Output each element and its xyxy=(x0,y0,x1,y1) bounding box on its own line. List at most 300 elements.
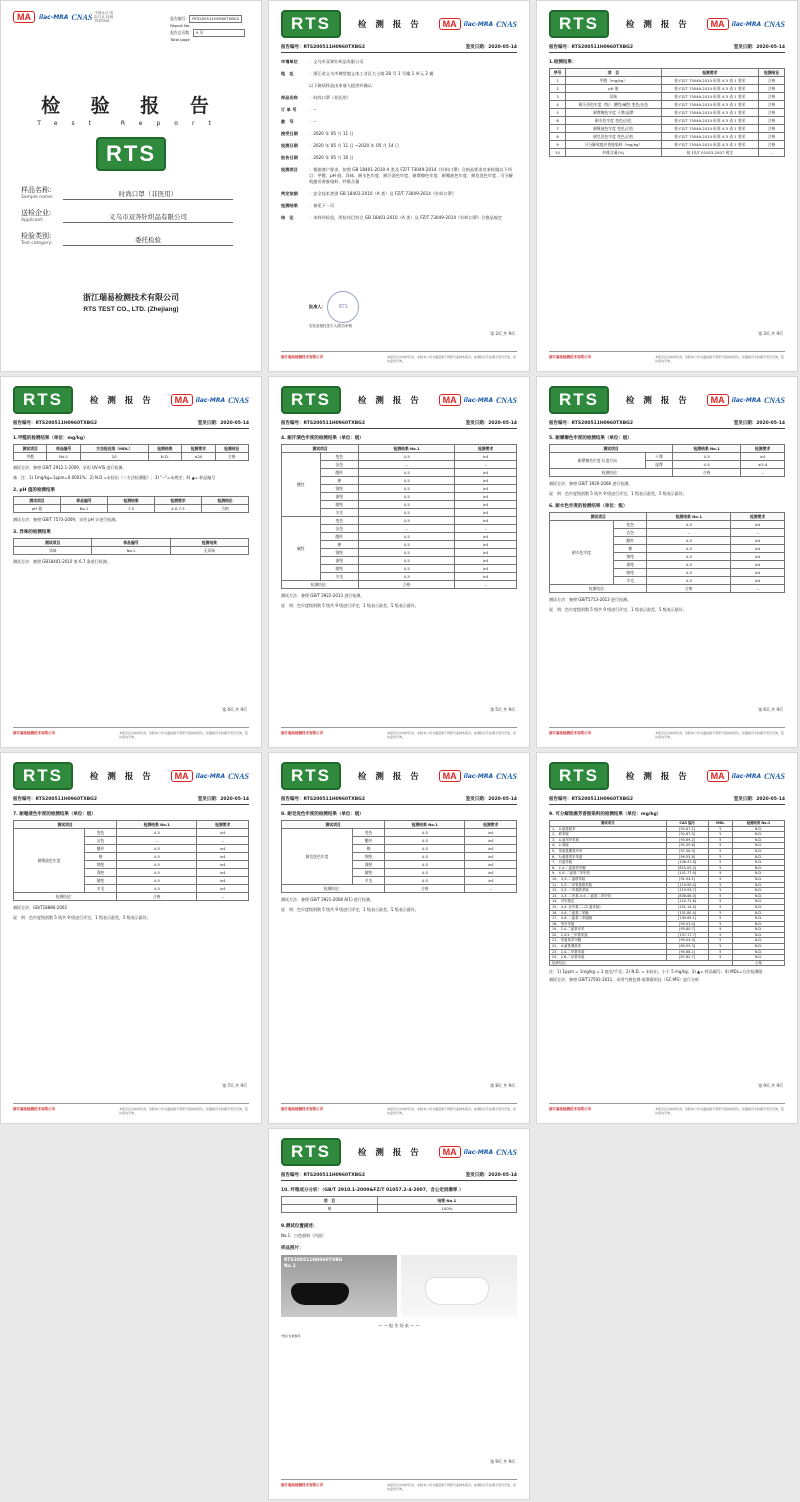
ilac-logo-icon: ilac-MRA xyxy=(463,396,494,404)
group-label-cell: 耐唾液色牢度 xyxy=(14,829,85,893)
ma-logo-icon: MA xyxy=(439,1146,461,1158)
page-footer xyxy=(549,1103,785,1115)
table-cell: 16、 4,4'-二氨基二苯醚 xyxy=(550,910,667,916)
table-cell: 耐唾液色牢度 变色/沾色 xyxy=(566,125,661,133)
table-cell: 按 FZ/T 73049-2014 标准 4.3 表 1 要求 xyxy=(661,77,759,85)
cnas-logo-icon: CNAS xyxy=(71,12,93,22)
table-row xyxy=(550,125,785,133)
issue-date: 签发日期：2020-05-14 xyxy=(733,421,785,426)
accreditation-logos xyxy=(439,18,517,30)
verdict-row xyxy=(550,469,785,477)
info-value: ：-- xyxy=(309,107,317,112)
table-cell: 检测结论： xyxy=(282,581,359,589)
info-row xyxy=(281,191,517,197)
ilac-logo-icon: ilac-MRA xyxy=(463,772,494,780)
table-cell: 沾色 xyxy=(320,461,359,469)
table-row xyxy=(14,453,249,461)
accreditation-logos xyxy=(707,18,785,30)
approver-label: 批准人： xyxy=(309,304,326,309)
table-cell: 合格 xyxy=(385,885,465,893)
page-number: 第 4页 共 9页 xyxy=(222,707,247,712)
table-cell: 合格 xyxy=(759,125,785,133)
table-cell: 5 xyxy=(708,949,732,955)
page-number: 第 2页 共 9页 xyxy=(490,331,515,336)
table-cell: 4-5 xyxy=(359,453,455,461)
table-cell: ≥4 xyxy=(197,845,249,853)
table-cell: 5 xyxy=(708,910,732,916)
table-cell: 按 FZ/T 73049-2014 标准 4.3 表 1 要求 xyxy=(661,117,759,125)
table-cell: ≥4 xyxy=(455,453,517,461)
table-cell: 涤纶 xyxy=(320,493,359,501)
ilac-logo-icon: ilac-MRA xyxy=(463,1148,494,1156)
page-number: 第 9页 共 9页 xyxy=(758,1083,783,1088)
table-cell: [139-65-1] xyxy=(666,916,708,922)
table-cell: 异味 xyxy=(566,93,661,101)
table-cell: N.D. xyxy=(732,854,784,860)
table-header-cell: MDL xyxy=(708,821,732,827)
verdict-row xyxy=(14,893,249,901)
table-header-cell: 检测要求 xyxy=(182,445,215,453)
table-cell: 5 xyxy=(708,882,732,888)
table-cell: 合格 xyxy=(759,101,785,109)
formaldehyde-table xyxy=(13,444,249,461)
section-rubbing: 5. 耐摩擦色牢度的检测结果（单位：级） xyxy=(549,436,632,441)
table-cell: 涤纶 xyxy=(613,561,647,569)
explanation: 说 明：色牢度级别数 5 级共 9 级进行评定，1 级表示最差，5 级表示最好。 xyxy=(281,603,419,608)
table-cell: 检测结论： xyxy=(550,585,647,593)
report-number: 报告编号：RTS200511H0960TXBG2 xyxy=(549,421,633,426)
table-cell: 4-5 xyxy=(385,869,465,877)
footer-company: 浙江瑞易检测技术有限公司 xyxy=(281,1482,323,1487)
info-value: ：时尚口罩（非医用） xyxy=(309,95,351,100)
ma-logo-icon: MA xyxy=(171,394,193,406)
report-title: 检 测 报 告 xyxy=(625,772,690,782)
table-header-row xyxy=(282,821,517,829)
table-cell: 4-5 xyxy=(359,517,455,525)
explanation-rubbing: 说 明：色牢度级别数 5 级共 9 级进行评定，1 级表示最差，5 级表示最好。 xyxy=(549,491,687,496)
info-row xyxy=(281,215,517,221)
accreditation-logos xyxy=(439,1146,517,1158)
ma-logo-icon: MA xyxy=(707,394,729,406)
info-row xyxy=(281,107,517,113)
table-cell: 可分解致癌芳香胺染料（mg/kg） xyxy=(566,141,661,149)
table-cell: 合格 xyxy=(759,93,785,101)
table-cell: ≥4 xyxy=(731,569,785,577)
table-cell: [91-59-8] xyxy=(666,843,708,849)
table-cell: [137-17-7] xyxy=(666,932,708,938)
table-cell: 100% xyxy=(377,1205,516,1213)
table-cell: N.D. xyxy=(732,955,784,961)
page-footer xyxy=(281,1479,517,1491)
page-footer xyxy=(13,1103,249,1115)
table-cell: 4-5 xyxy=(359,541,455,549)
cover-pages-label: 报告总页数： xyxy=(170,30,193,35)
rts-logo-icon: RTS xyxy=(281,762,341,790)
table-cell: 棉 xyxy=(352,845,384,853)
table-cell: 23、 2,4-二甲基苯胺 xyxy=(550,949,667,955)
table-row xyxy=(550,109,785,117)
cover-field-label-en: Test category: xyxy=(21,241,53,246)
info-key xyxy=(281,83,309,89)
table-cell: 22、 4-氨基偶氮苯 xyxy=(550,944,667,950)
table-cell: [120-71-8] xyxy=(666,899,708,905)
rts-logo-icon: RTS xyxy=(13,762,73,790)
meta-line xyxy=(281,1169,517,1181)
table-cell: 4-5 xyxy=(385,853,465,861)
table-row xyxy=(14,547,249,555)
page-header xyxy=(13,387,249,413)
info-row xyxy=(281,167,517,185)
table-cell: -- xyxy=(359,525,455,533)
table-cell: 12、 3,3'-二甲基联苯胺 xyxy=(550,888,667,894)
cnas-logo-icon: CNAS xyxy=(764,19,785,29)
page-number: 第 7页 共 9页 xyxy=(222,1083,247,1088)
table-cell: 耐水色牢度 变色/沾色 xyxy=(566,117,661,125)
issue-date: 签发日期：2020-05-14 xyxy=(465,45,517,50)
table-cell: 5 xyxy=(708,955,732,961)
footer-text: 本报告仅对来样负责，未经本公司书面批准不得部分复制本报告。检测报告无检测专用章无效，报告涂改无效。 xyxy=(119,730,249,739)
method: 测试方法：参照 GB/T 3921-2008 A(1) 进行检测。 xyxy=(281,897,374,902)
accreditation-logos xyxy=(171,770,249,782)
rts-logo-icon: RTS xyxy=(281,10,341,38)
table-cell: 4-5 xyxy=(359,469,455,477)
table-header-cell: 检测结果 No.1 xyxy=(359,445,455,453)
table-cell: 2 xyxy=(550,85,566,93)
table-cell: 锦纶 xyxy=(320,485,359,493)
table-row xyxy=(550,149,785,157)
report-number: 报告编号：RTS200511H0960TXBG2 xyxy=(281,421,365,426)
cnas-logo-icon: CNAS xyxy=(764,395,785,405)
table-cell: [87-62-7] xyxy=(666,955,708,961)
issue-date: 签发日期：2020-05-14 xyxy=(465,797,517,802)
table-cell: ≥4 xyxy=(455,509,517,517)
explanation: 说 明：色牢度级别数 5 级共 9 级进行评定，1 级表示最差，5 级表示最好。 xyxy=(13,915,151,920)
footer-company: 浙江瑞易检测技术有限公司 xyxy=(549,354,591,359)
summary-table xyxy=(549,68,785,157)
report-number: 报告编号：RTS200511H0960TXBG2 xyxy=(281,797,365,802)
table-cell: 按 FZ/T 73049-2014 标准 4.3 表 1 要求 xyxy=(661,133,759,141)
table-cell: 18、 邻甲苯胺 xyxy=(550,921,667,927)
table-cell: 17、 4,4'-二氨基二苯硫醚 xyxy=(550,916,667,922)
info-row xyxy=(281,83,517,89)
table-cell: ≥4 xyxy=(455,557,517,565)
table-cell: 4-5 xyxy=(385,861,465,869)
table-row xyxy=(550,133,785,141)
section-ph: 2. pH 值的检测结果 xyxy=(13,488,55,493)
group-label-cell: 碱性 xyxy=(282,517,321,581)
table-cell: 醋纤 xyxy=(613,537,647,545)
table-cell: 锦纶 xyxy=(84,861,116,869)
table-cell: 合格 xyxy=(202,505,249,513)
table-cell: 4-5 xyxy=(117,885,197,893)
table-cell: 6、 5-硝基邻甲苯胺 xyxy=(550,854,667,860)
table-cell: N.D. xyxy=(732,848,784,854)
sample-photos xyxy=(281,1255,517,1317)
report-title: 检 测 报 告 xyxy=(89,772,154,782)
table-cell: N.D. xyxy=(732,927,784,933)
table-cell: ≥4 xyxy=(741,453,785,461)
sample-title: 9.测试位置描述： xyxy=(281,1224,318,1229)
table-cell: 羊毛 xyxy=(320,509,359,517)
table-header-row xyxy=(550,513,785,521)
table-cell: N.D. xyxy=(732,860,784,866)
table-cell: 24、 2,6-二甲基苯胺 xyxy=(550,955,667,961)
table-cell: 合格 xyxy=(673,469,741,477)
perspiration-table xyxy=(281,444,517,589)
info-key: 接受日期 xyxy=(281,131,298,136)
table-cell: N.D. xyxy=(732,876,784,882)
table-cell: 按 FZ/T 73049-2014 标准 4.3 表 1 要求 xyxy=(661,125,759,133)
table-cell: 涤纶 xyxy=(352,861,384,869)
cover-field-label: 送检企业: xyxy=(21,209,52,217)
table-cell: ≥4 xyxy=(455,477,517,485)
table-cell: ≥4 xyxy=(455,501,517,509)
table-cell: -- xyxy=(455,581,517,589)
ma-logo-icon: MA xyxy=(707,770,729,782)
table-cell: N.D. xyxy=(732,899,784,905)
table-cell: 合格 xyxy=(647,585,731,593)
page-10 xyxy=(268,1128,530,1500)
table-cell: 4-5 xyxy=(359,485,455,493)
table-header-cell: 方法检出限（MDL） xyxy=(80,445,148,453)
table-header-row xyxy=(550,445,785,453)
table-cell: 4-5 xyxy=(359,549,455,557)
table-cell: 19、 2,4-二氨基甲苯 xyxy=(550,927,667,933)
table-cell: 7.5 xyxy=(108,505,155,513)
table-cell: N.D. xyxy=(732,832,784,838)
table-row xyxy=(282,517,517,525)
table-cell: 5、 邻氨基偶氮甲苯 xyxy=(550,848,667,854)
section-odor: 3. 异味的检测结果 xyxy=(13,530,51,535)
footer-company: 浙江瑞易检测技术有限公司 xyxy=(549,1106,591,1111)
footer-company: 浙江瑞易检测技术有限公司 xyxy=(281,354,323,359)
table-cell: 5 xyxy=(708,832,732,838)
page-header xyxy=(281,11,517,37)
saliva-table xyxy=(13,820,249,901)
ilac-logo-icon: ilac-MRA xyxy=(731,772,762,780)
table-cell: 合格 xyxy=(759,77,785,85)
table-cell: ≥4 xyxy=(197,869,249,877)
table-cell: N.D. xyxy=(732,882,784,888)
table-cell: 5 xyxy=(708,916,732,922)
table-cell: ≥4 xyxy=(465,837,517,845)
group-label-cell: 耐皂洗色牢度 xyxy=(282,829,353,885)
cover-field xyxy=(21,208,249,223)
table-cell: ≥4 xyxy=(731,561,785,569)
table-cell: 4.0-7.5 xyxy=(155,505,202,513)
table-cell: 检测结论： xyxy=(550,960,733,966)
report-title: 检 测 报 告 xyxy=(357,1148,422,1158)
table-cell: ≥4 xyxy=(731,577,785,585)
table-cell: ≥4 xyxy=(731,537,785,545)
table-cell: 5 xyxy=(708,938,732,944)
verdict-row xyxy=(282,581,517,589)
notes: 备 注：1) 1mg/kg=1ppm=0.0001%；2) N.D.=未检出（＜方法检测限）；3) "--"=未规定；4) ▲= 样品编号 xyxy=(13,475,216,480)
table-cell: N.D. xyxy=(732,826,784,832)
table-header-cell: 序号 xyxy=(550,69,566,77)
table-cell: ≥3-4 xyxy=(741,461,785,469)
table-cell: 湿摩 xyxy=(645,461,672,469)
table-cell: 10、 3,3'-二氯联苯胺 xyxy=(550,876,667,882)
table-cell: N.D. xyxy=(732,843,784,849)
table-cell: 20 xyxy=(80,453,148,461)
table-cell: 醋纤 xyxy=(352,837,384,845)
table-cell: -- xyxy=(741,469,785,477)
accreditation-logos xyxy=(707,394,785,406)
table-cell: 变色 xyxy=(352,829,384,837)
table-cell: 6 xyxy=(550,117,566,125)
page-header xyxy=(281,763,517,789)
table-cell: 3 xyxy=(550,93,566,101)
table-cell: 沾色 xyxy=(84,837,116,845)
table-cell: 耐皂洗色牢度 变色/沾色 xyxy=(566,133,661,141)
photo-label-no: No.1 xyxy=(284,1264,296,1269)
table-cell: 涤纶 xyxy=(320,557,359,565)
meta-line xyxy=(281,417,517,429)
cover-field-value: 时尚口罩（非医用） xyxy=(63,189,233,200)
table-cell: [95-69-2] xyxy=(666,837,708,843)
table-header-cell: 检测结果 No.1 xyxy=(117,821,197,829)
table-cell: [119-90-4] xyxy=(666,882,708,888)
table-cell: 10 xyxy=(550,149,566,157)
info-key: 判定依据 xyxy=(281,191,298,196)
ma-logo-icon: MA xyxy=(13,11,35,23)
page-footer xyxy=(549,351,785,363)
rts-logo-icon: RTS xyxy=(549,762,609,790)
azo-table xyxy=(549,820,785,966)
cnas-logo-icon: CNAS xyxy=(496,1147,517,1157)
table-cell: 变色 xyxy=(613,521,647,529)
table-row xyxy=(550,93,785,101)
table-header-cell: 检测要求 xyxy=(661,69,759,77)
cnas-logo-icon: CNAS xyxy=(496,19,517,29)
table-cell: ≥4 xyxy=(465,877,517,885)
explanation: 说 明：色牢度级别数 5 级共 9 级进行评定，1 级表示最差，5 级表示最好。 xyxy=(281,907,419,912)
ma-logo-icon: MA xyxy=(439,770,461,782)
meta-line xyxy=(549,793,785,805)
table-cell: 4-5 xyxy=(647,545,731,553)
table-cell: -- xyxy=(731,585,785,593)
table-row xyxy=(550,521,785,529)
table-cell: N.D. xyxy=(732,893,784,899)
table-cell: 4-5 xyxy=(359,533,455,541)
photo-label-report: RTS200511H0960TXBG xyxy=(284,1258,343,1263)
table-cell: 检测结论： xyxy=(550,469,673,477)
table-header-cell: 检测结果 xyxy=(108,497,155,505)
table-header-row xyxy=(14,821,249,829)
report-title: 检 测 报 告 xyxy=(625,396,690,406)
cover-field-label: 检验类别: xyxy=(21,232,52,240)
table-header-cell: 测试项目 xyxy=(550,513,647,521)
table-cell: ≥4 xyxy=(465,829,517,837)
table-cell: [95-80-7] xyxy=(666,927,708,933)
table-cell: 合格 xyxy=(759,109,785,117)
rubbing-table xyxy=(549,444,785,477)
cover-report-no: RTS200511H0960TXBG2 xyxy=(189,15,242,23)
table-cell: 棉 xyxy=(84,853,116,861)
table-cell: ≥4 xyxy=(455,573,517,581)
table-cell: 8、 2,4-二氨基苯甲醚 xyxy=(550,865,667,871)
info-key: 样品名称 xyxy=(281,95,298,100)
table-cell: No.1 xyxy=(47,453,80,461)
page-8 xyxy=(268,752,530,1124)
page-header xyxy=(13,763,249,789)
page-7 xyxy=(0,752,262,1124)
table-cell: 4-5 xyxy=(359,493,455,501)
table-cell: [119-93-7] xyxy=(666,888,708,894)
notes: 注：1) 1ppm = 1mg/kg = 1 毫克/千克；2) N.D. = 未检出，小于 5 mg/kg；3) ▲= 样品编号；4) MDL=方法检测限 xyxy=(549,969,763,975)
table-cell: 棉 xyxy=(320,477,359,485)
info-value: ：-- xyxy=(309,119,317,124)
washing-table xyxy=(281,820,517,893)
table-header-cell: 样品编号 xyxy=(61,497,108,505)
cover-field-label-en: Applicant: xyxy=(21,218,44,223)
page-number: 第 5页 共 9页 xyxy=(490,707,515,712)
table-cell: 按 FZ/T 73049-2014 标准 4.3 表 1 要求 xyxy=(661,141,759,149)
table-cell: 4-5 xyxy=(647,569,731,577)
table-cell: ≥4 xyxy=(731,553,785,561)
table-cell: N.D. xyxy=(732,837,784,843)
ilac-logo-icon: ilac-MRA xyxy=(731,20,762,28)
page-header xyxy=(549,763,785,789)
table-cell: 4-5 xyxy=(647,577,731,585)
table-cell: -- xyxy=(647,529,731,537)
table-cell: ≥4 xyxy=(455,541,517,549)
table-cell: 棉 xyxy=(320,541,359,549)
table-cell: -- xyxy=(759,149,785,157)
table-cell: 变色 xyxy=(84,829,116,837)
table-cell: 3、 4-氯邻甲苯胺 xyxy=(550,837,667,843)
table-cell: [92-87-5] xyxy=(666,832,708,838)
section-washing: 8. 耐皂洗色牢度的检测结果（单位：级） xyxy=(281,812,364,817)
table-header-cell: 检测要求 xyxy=(197,821,249,829)
info-value: ：安全技术类别 GB 18401-2010（A 类）及 FZ/T 73049-2014《针织口罩》 xyxy=(309,191,457,196)
approver-block xyxy=(309,291,359,329)
page-3 xyxy=(536,0,798,372)
method-formaldehyde: 测试方法：参照 GB/T 2912.1-2009，采用 UV-VIS 进行检测。 xyxy=(13,465,127,470)
table-cell: 醋纤 xyxy=(84,845,116,853)
cover-field xyxy=(21,185,249,200)
table-row xyxy=(282,453,517,461)
cover-report-no-en: Report No. xyxy=(170,23,191,28)
footer-text: 本报告仅对来样负责，未经本公司书面批准不得部分复制本报告。检测报告无检测专用章无效，报告涂改无效。 xyxy=(387,1106,517,1115)
table-cell: 4-5 xyxy=(117,853,197,861)
section-perspiration: 4. 耐汗渍色牢度的检测结果（单位：级） xyxy=(281,436,364,441)
photo-title: 样品照片： xyxy=(281,1246,304,1251)
ma-logo-icon: MA xyxy=(439,18,461,30)
cnas-logo-icon: CNAS xyxy=(228,395,249,405)
table-cell: 腈纶 xyxy=(320,565,359,573)
table-cell: 耐摩擦色牢度 干摩/湿摩 xyxy=(566,109,661,117)
table-cell: ≥4 xyxy=(455,549,517,557)
table-cell: 4-5 xyxy=(117,845,197,853)
report-number: 报告编号：RTS200511H0960TXBG2 xyxy=(281,1173,365,1178)
table-cell: 醋纤 xyxy=(320,533,359,541)
table-cell: 5 xyxy=(708,854,732,860)
table-cell: 13、 3,3'-二甲基-4,4'-二氨基二苯甲烷 xyxy=(550,893,667,899)
table-cell: 合格 xyxy=(759,133,785,141)
table-header-cell: 检测结果 No.1 xyxy=(673,445,741,453)
method-odor: 测试方法：参照 GB18401-2010 第 6.7 条进行检测。 xyxy=(13,559,111,564)
table-cell: 5 xyxy=(708,860,732,866)
page-footer xyxy=(549,727,785,739)
page-number: 第 6页 共 9页 xyxy=(758,707,783,712)
cover-subtitle: Test Report xyxy=(37,120,225,127)
table-cell: 7 xyxy=(550,125,566,133)
table-cell: 按 FZ/T 01053-2007 规定 xyxy=(661,149,759,157)
table-cell: ≤20 xyxy=(182,453,215,461)
table-cell: 腈纶 xyxy=(84,877,116,885)
